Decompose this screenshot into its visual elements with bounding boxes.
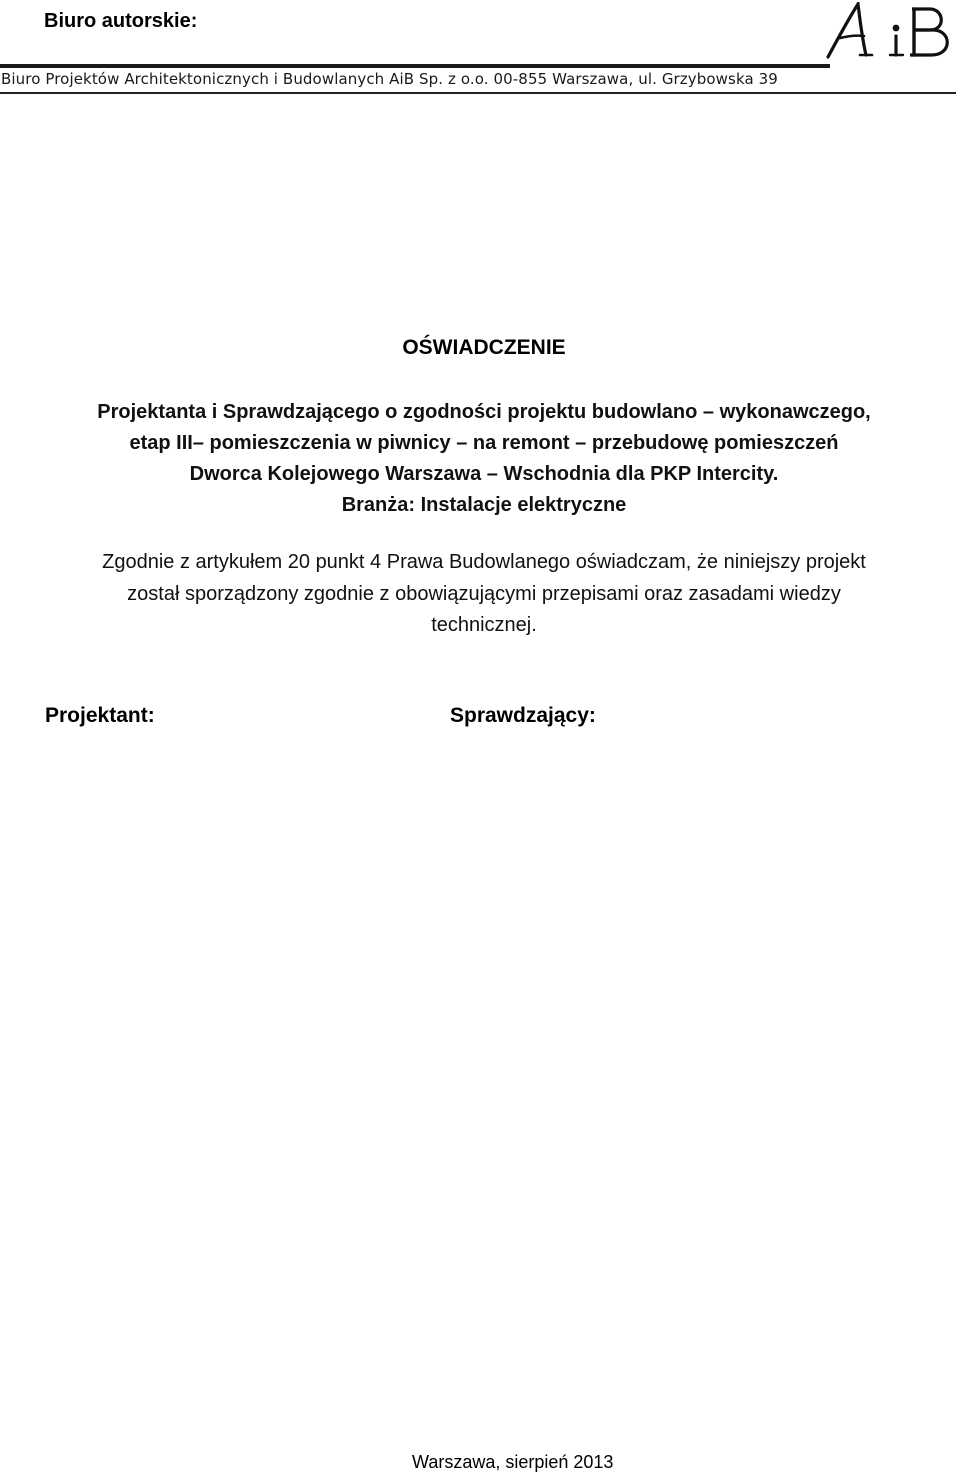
statement-subject	[0, 397, 960, 521]
firm-address-line: Biuro Projektów Architektonicznych i Budowlanych AiB Sp. z o.o. 00-855 Warszawa, ul. Grzybowska 39	[1, 70, 778, 88]
statement-line: został sporządzony zgodnie z obowiązującymi przepisami oraz zasadami wiedzy	[127, 582, 841, 605]
company-logo	[826, 2, 958, 60]
document-title: OŚWIADCZENIE	[402, 336, 566, 359]
firm-letterhead	[0, 64, 956, 96]
checker-signature-label: Sprawdzający:	[450, 704, 596, 727]
place-and-date: Warszawa, sierpień 2013	[412, 1452, 614, 1472]
statement-line: technicznej.	[431, 614, 537, 636]
header-label: Biuro autorskie:	[44, 10, 198, 32]
statement-line: Zgodnie z artykułem 20 punkt 4 Prawa Budowlanego oświadczam, że niniejszy projekt	[102, 551, 866, 573]
letterhead-rule-top	[0, 64, 830, 68]
subject-line: Dworca Kolejowego Warszawa – Wschodnia dla PKP Intercity.	[189, 463, 779, 485]
statement-body	[0, 547, 960, 642]
subject-line: Projektanta i Sprawdzającego o zgodności projektu budowlano – wykonawczego,	[97, 401, 871, 423]
letterhead-rule-bottom	[0, 92, 956, 94]
designer-signature-label: Projektant:	[45, 704, 155, 727]
branch-line: Branża: Instalacje elektryczne	[341, 494, 627, 516]
subject-line: etap III– pomieszczenia w piwnicy – na remont – przebudowę pomieszczeń	[129, 432, 839, 454]
